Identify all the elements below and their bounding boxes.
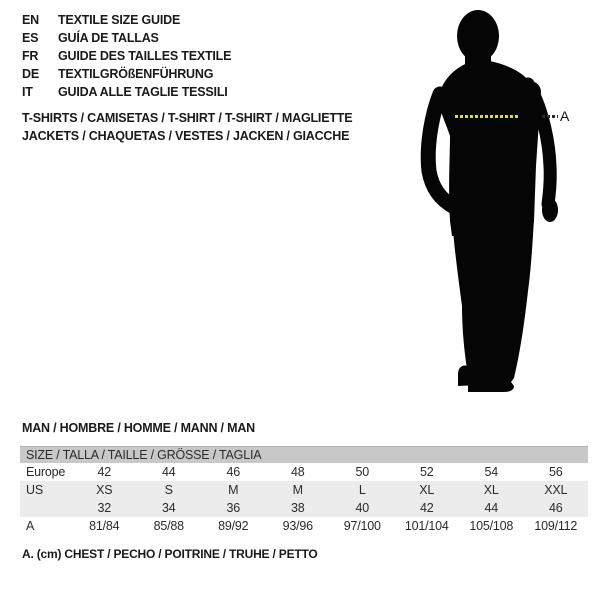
size-cell: XL [419, 483, 435, 497]
language-row [22, 29, 231, 47]
size-cell: 46 [548, 501, 563, 515]
size-cell: 105/108 [469, 519, 514, 533]
measurement-label-a: A [560, 108, 570, 124]
row-label: Europe [26, 465, 66, 479]
language-row [22, 65, 231, 83]
table-row-europe [20, 463, 588, 481]
size-cell: 42 [419, 501, 434, 515]
size-cell: 52 [419, 465, 434, 479]
chest-measurement-line [455, 115, 518, 118]
language-title: TEXTILGRÖßENFÜHRUNG [58, 67, 214, 81]
table-row-chest-a [20, 517, 588, 535]
section-title-man: MAN / HOMBRE / HOMME / MANN / MAN [22, 421, 255, 435]
legs [452, 218, 534, 386]
size-cell: M [292, 483, 303, 497]
size-cell: XL [483, 483, 499, 497]
measurement-leader-dash [542, 115, 558, 118]
size-cell: 48 [290, 465, 305, 479]
language-row [22, 11, 231, 29]
measurement-footnote: A. (cm) CHEST / PECHO / POITRINE / TRUHE / PETTO [22, 547, 318, 561]
man-silhouette [410, 6, 570, 394]
size-cell: 89/92 [218, 519, 249, 533]
size-cell: 44 [161, 465, 176, 479]
language-row [22, 83, 231, 101]
size-cell: S [164, 483, 173, 497]
size-cell: 32 [97, 501, 111, 515]
category-jackets: JACKETS / CHAQUETAS / VESTES / JACKEN / GIACCHE [22, 129, 350, 143]
size-cell: XXL [544, 483, 568, 497]
size-cell: 34 [161, 501, 176, 515]
size-cell: 38 [290, 501, 305, 515]
size-cell: 97/100 [343, 519, 381, 533]
language-title: GUÍA DE TALLAS [58, 31, 159, 45]
size-cell: 44 [484, 501, 498, 515]
language-code: ES [22, 31, 39, 45]
size-cell: 109/112 [534, 519, 578, 533]
language-code: FR [22, 49, 39, 63]
size-cell: XS [96, 483, 113, 497]
size-cell: 101/104 [404, 519, 449, 533]
size-cell: 40 [355, 501, 369, 515]
row-label: A [26, 519, 35, 533]
table-row-numeric [20, 499, 588, 517]
size-table [20, 446, 588, 535]
row-label [20, 499, 72, 517]
size-table-header: SIZE / TALLA / TAILLE / GRÖSSE / TAGLIA [20, 446, 588, 463]
language-title: GUIDA ALLE TAGLIE TESSILI [58, 85, 228, 99]
category-tshirts: T-SHIRTS / CAMISETAS / T-SHIRT / T-SHIRT / MAGLIETTE [22, 111, 353, 125]
language-list [22, 11, 231, 101]
language-code: IT [22, 85, 33, 99]
size-cell: 50 [355, 465, 369, 479]
size-cell: 54 [484, 465, 498, 479]
size-cell: L [358, 483, 366, 497]
man-silhouette-svg [410, 6, 570, 394]
size-cell: M [228, 483, 239, 497]
size-cell: 46 [226, 465, 240, 479]
row-label: US [26, 483, 43, 497]
language-title: GUIDE DES TAILLES TEXTILE [58, 49, 232, 63]
size-cell: 85/88 [153, 519, 184, 533]
language-title: TEXTILE SIZE GUIDE [58, 13, 181, 27]
size-cell: 36 [226, 501, 240, 515]
size-cell: 56 [548, 465, 563, 479]
language-row [22, 47, 231, 65]
table-row-us [20, 481, 588, 499]
language-code: DE [22, 67, 39, 81]
language-code: EN [22, 13, 39, 27]
size-cell: 42 [97, 465, 111, 479]
size-cell: 81/84 [89, 519, 120, 533]
size-cell: 93/96 [282, 519, 313, 533]
garment-categories [22, 109, 352, 145]
